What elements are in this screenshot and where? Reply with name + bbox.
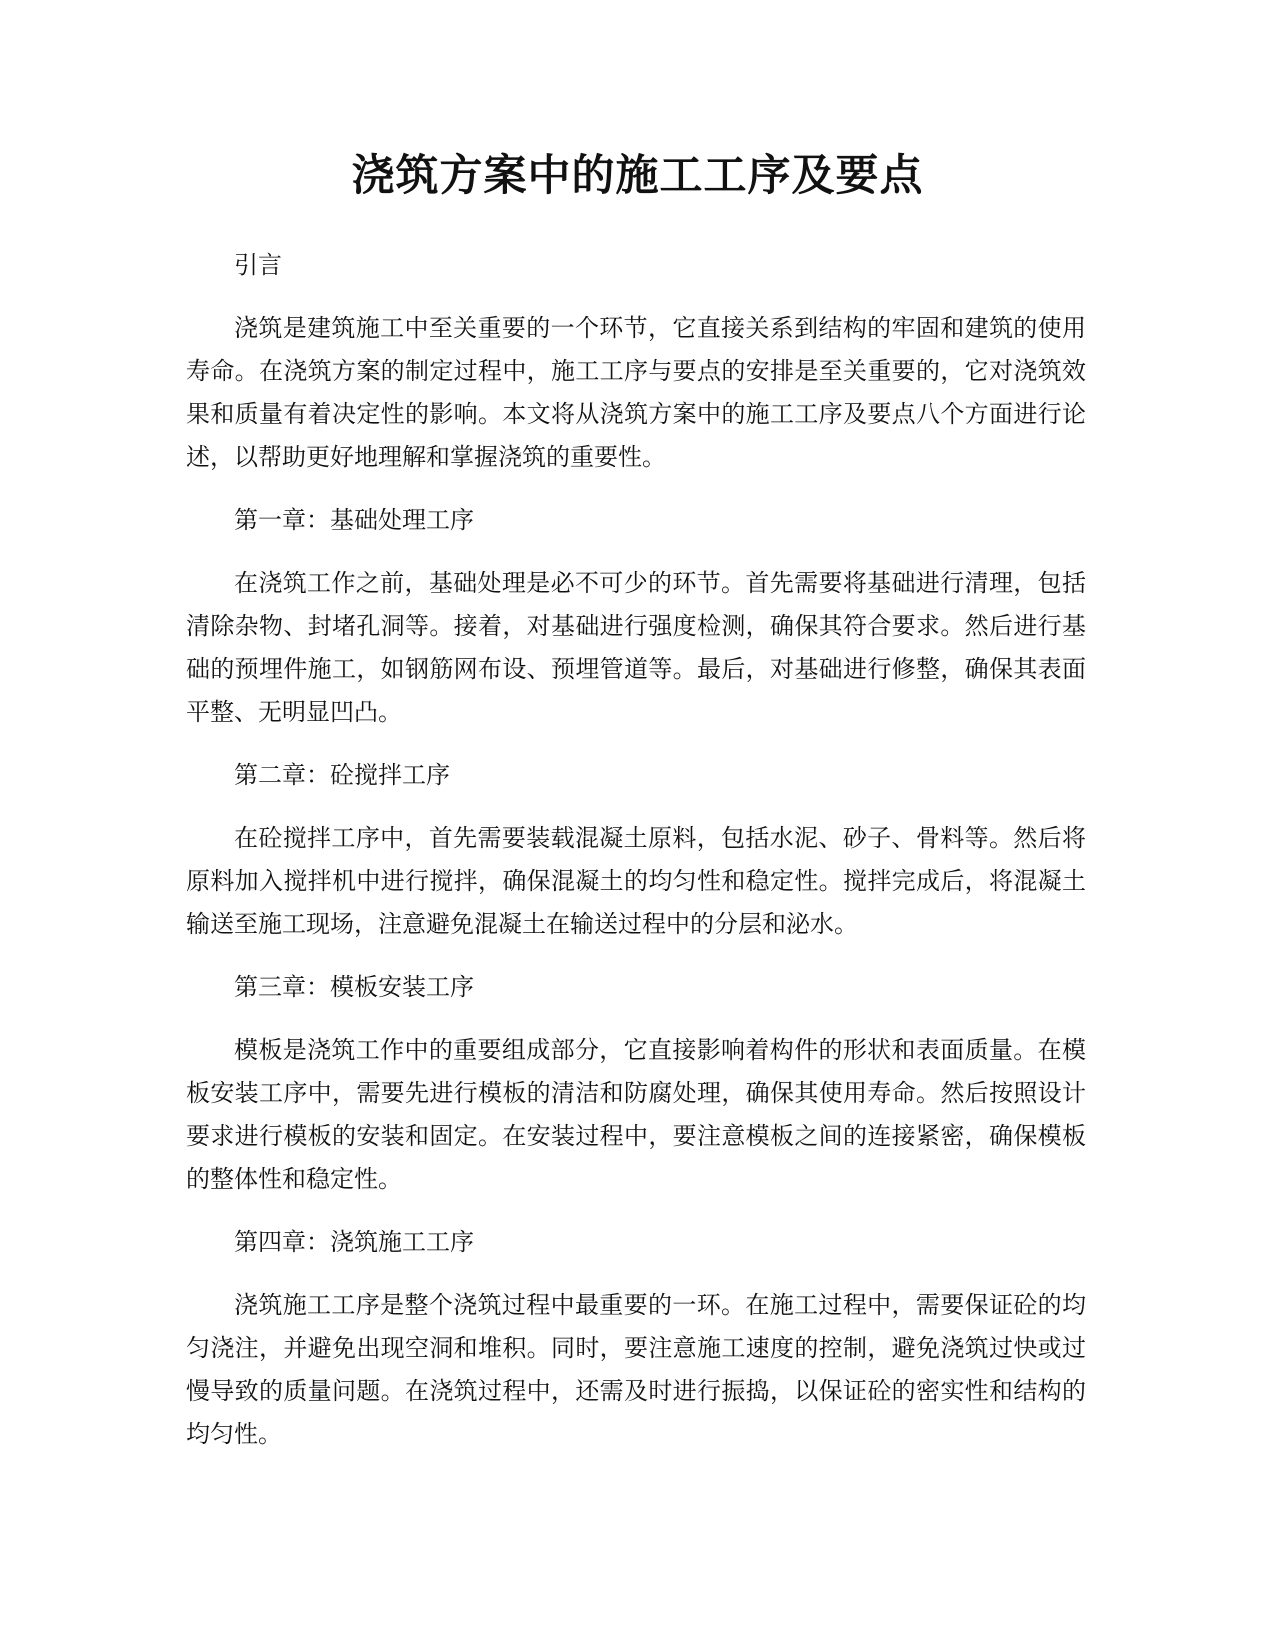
section-heading-chapter-3: 第三章：模板安装工序 — [234, 973, 474, 1001]
paragraph-chapter-4: 浇筑施工工序是整个浇筑过程中最重要的一环。在施工过程中，需要保证砼的均匀浇注，并避免出现空洞和堆积。同时，要注意施工速度的控制，避免浇筑过快或过慢导致的质量问题。在浇筑过程中，还需及时进行振捣，以保证砼的密实性和结构的均匀性。 — [186, 1291, 1086, 1448]
section-heading-chapter-2: 第二章：砼搅拌工序 — [234, 761, 450, 789]
section-heading-chapter-4: 第四章：浇筑施工工序 — [234, 1228, 474, 1256]
paragraph-chapter-3: 模板是浇筑工作中的重要组成部分，它直接影响着构件的形状和表面质量。在模板安装工序中，需要先进行模板的清洁和防腐处理，确保其使用寿命。然后按照设计要求进行模板的安装和固定。在安装过程中，要注意模板之间的连接紧密，确保模板的整体性和稳定性。 — [186, 1036, 1086, 1193]
paragraph-intro: 浇筑是建筑施工中至关重要的一个环节，它直接关系到结构的牢固和建筑的使用寿命。在浇筑方案的制定过程中，施工工序与要点的安排是至关重要的，它对浇筑效果和质量有着决定性的影响。本文将从浇筑方案中的施工工序及要点八个方面进行论述，以帮助更好地理解和掌握浇筑的重要性。 — [186, 314, 1086, 471]
document-title: 浇筑方案中的施工工序及要点 — [351, 151, 924, 201]
document-body — [186, 244, 1086, 1456]
section-heading-intro: 引言 — [234, 251, 282, 279]
paragraph-chapter-2: 在砼搅拌工序中，首先需要装载混凝土原料，包括水泥、砂子、骨料等。然后将原料加入搅拌机中进行搅拌，确保混凝土的均匀性和稳定性。搅拌完成后，将混凝土输送至施工现场，注意避免混凝土在输送过程中的分层和泌水。 — [186, 824, 1086, 938]
section-heading-chapter-1: 第一章：基础处理工序 — [234, 506, 474, 534]
paragraph-chapter-1: 在浇筑工作之前，基础处理是必不可少的环节。首先需要将基础进行清理，包括清除杂物、封堵孔洞等。接着，对基础进行强度检测，确保其符合要求。然后进行基础的预埋件施工，如钢筋网布设、预埋管道等。最后，对基础进行修整，确保其表面平整、无明显凹凸。 — [186, 569, 1086, 726]
